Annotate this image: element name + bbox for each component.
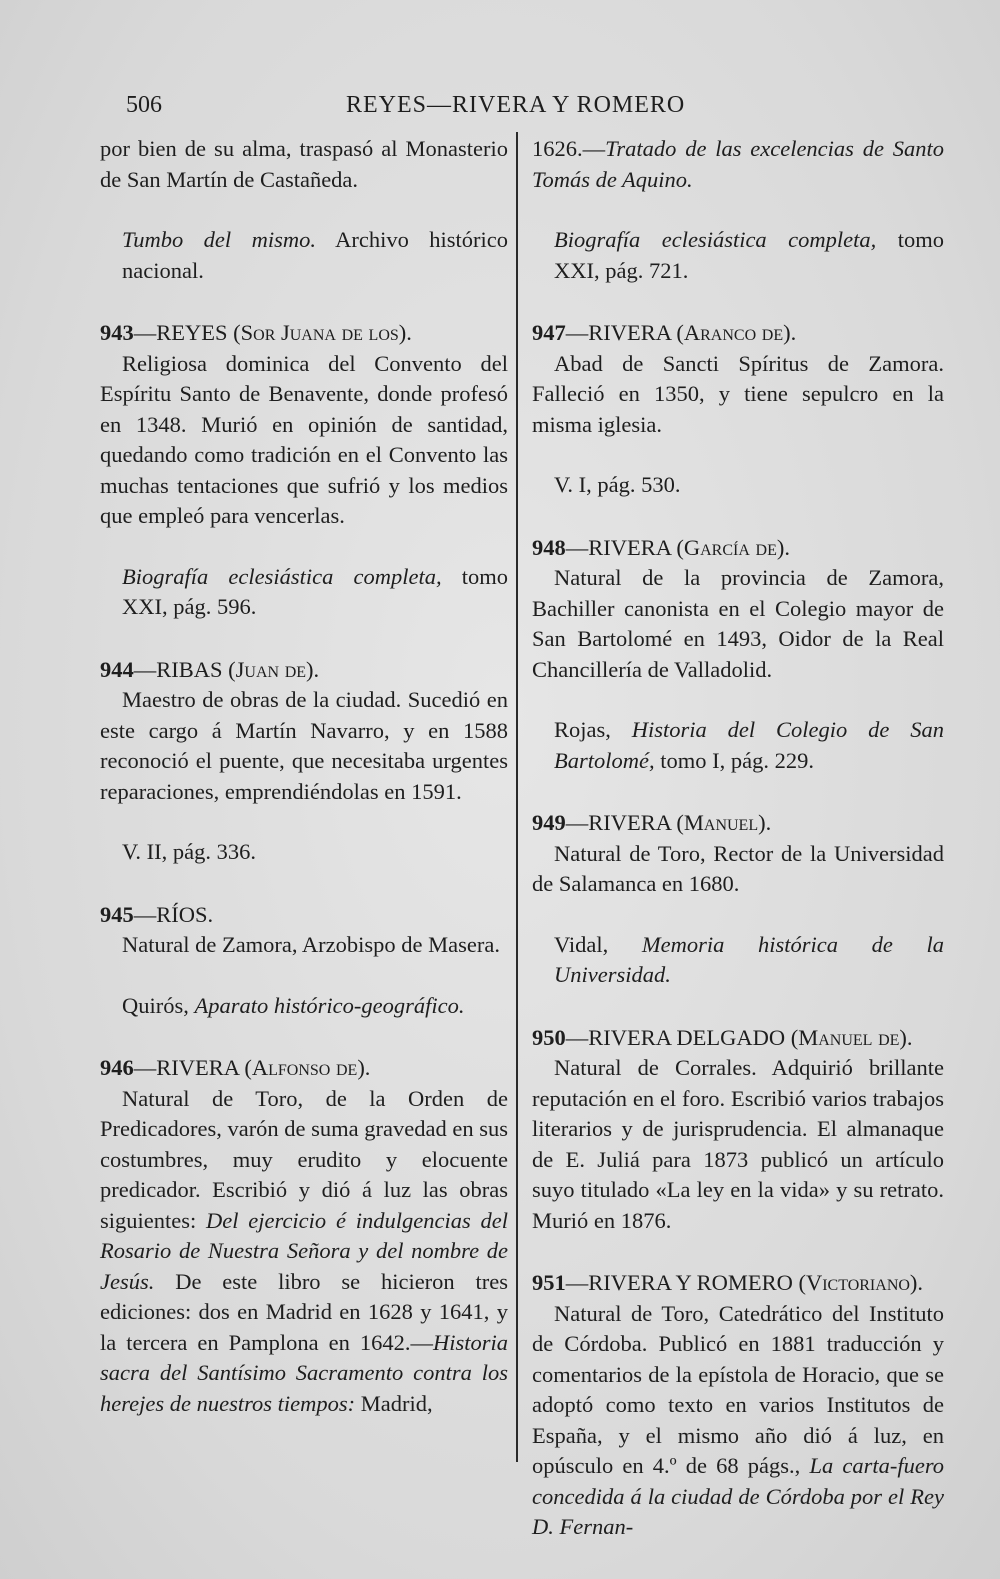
entry-948 bbox=[532, 533, 944, 777]
source-detail: tomo I, pág. 229. bbox=[654, 747, 814, 773]
entry-qualifier: (Aranco de). bbox=[676, 320, 797, 345]
entry-name: —RIVERA bbox=[565, 810, 677, 835]
source-detail: tomo XXI, pág. 596. bbox=[122, 563, 508, 619]
entry-name: —RIVERA bbox=[133, 1055, 245, 1080]
entry-name: —RIVERA bbox=[565, 320, 677, 345]
source-title: Biografía eclesiástica completa, bbox=[122, 563, 442, 589]
entry-number: 947 bbox=[532, 320, 566, 345]
entry-949 bbox=[532, 808, 944, 991]
entry-source bbox=[532, 715, 944, 776]
source-title: Biografía eclesiástica completa, bbox=[554, 227, 877, 252]
work-title: Tratado de las excelencias de Santo Tomás de Aquino. bbox=[532, 136, 944, 192]
entry-text: Abad de Sancti Spíritus de Zamora. Falleció en 1350, y tiene sepulcro en la misma iglesia. bbox=[532, 350, 944, 437]
continuation-date: 1626.— bbox=[532, 136, 606, 161]
entry-qualifier: (García de). bbox=[676, 534, 790, 560]
entry-name: —RIVERA DELGADO bbox=[565, 1024, 791, 1050]
entry-text-part: Natural de Toro, de la Orden de Predicadores, varón de suma gravedad en sus costumbres, muy erudito y elocuente predicador. Escribió y dió á luz las obras siguientes: bbox=[100, 1085, 508, 1233]
entry-number: 945 bbox=[100, 901, 134, 927]
entry-source: V. I, pág. 530. bbox=[554, 472, 681, 497]
source-author: Rojas, bbox=[554, 717, 632, 742]
continuation-source bbox=[100, 225, 508, 286]
column-divider bbox=[516, 132, 518, 1462]
entry-945 bbox=[100, 900, 508, 1022]
source-author: Quirós, bbox=[122, 992, 195, 1018]
entry-qualifier: (Juan de). bbox=[228, 656, 320, 682]
right-column bbox=[532, 134, 944, 1543]
entry-text: Religiosa dominica del Convento del Espíritu Santo de Benavente, donde profesó en 1348. Murió en opinión de santidad, quedando como tradición en el Convento las muchas tentaciones que sufrió y los medios que empleó para vencerlas. bbox=[100, 350, 508, 528]
entry-name: —REYES bbox=[133, 320, 234, 345]
entry-heading bbox=[100, 318, 508, 349]
source-author: Vidal, bbox=[554, 931, 642, 957]
source-title: Historia del Colegio de San Bartolomé, bbox=[554, 717, 944, 773]
entry-text: Natural de la provincia de Zamora, Bachiller canonista en el Colegio mayor de San Bartolomé en 1493, Oidor de la Real Chancillería de Valladolid. bbox=[532, 565, 944, 682]
entry-number: 946 bbox=[100, 1055, 134, 1080]
source-detail: Archivo histórico nacional. bbox=[122, 227, 508, 283]
continuation-text bbox=[532, 134, 944, 195]
entry-number: 950 bbox=[532, 1024, 566, 1050]
entry-944 bbox=[100, 655, 508, 868]
entry-946 bbox=[100, 1053, 508, 1419]
entry-source: V. II, pág. 336. bbox=[122, 839, 256, 864]
entry-qualifier: (Alfonso de). bbox=[244, 1055, 371, 1080]
entry-heading bbox=[100, 1053, 508, 1084]
source-title: Aparato histórico-geográfico. bbox=[194, 992, 465, 1018]
entry-number: 949 bbox=[532, 810, 566, 835]
entry-text: Natural de Zamora, Arzobispo de Masera. bbox=[122, 932, 500, 957]
entry-source bbox=[532, 930, 944, 991]
entry-943 bbox=[100, 318, 508, 623]
entry-947 bbox=[532, 318, 944, 501]
entry-number: 943 bbox=[100, 320, 134, 345]
entry-text-part: De este libro se hicieron tres ediciones: dos en Madrid en 1628 y 1641, y la tercera en Pamplona en 1642.— bbox=[100, 1268, 508, 1355]
source-detail: tomo XXI, pág. 721. bbox=[554, 227, 944, 283]
entry-heading bbox=[532, 1268, 944, 1299]
entry-qualifier: (Manuel). bbox=[676, 810, 772, 835]
entry-number: 948 bbox=[532, 534, 566, 560]
left-column bbox=[100, 134, 508, 1419]
entry-qualifier: (Victoriano). bbox=[798, 1270, 924, 1295]
entry-name: —RIVERA bbox=[565, 534, 677, 560]
entry-text bbox=[532, 1299, 944, 1543]
page-header bbox=[126, 92, 692, 126]
entry-name: —RIBAS bbox=[133, 656, 229, 682]
entry-text: Maestro de obras de la ciudad. Sucedió en este cargo á Martín Navarro, y en 1588 reconoció el puente, que necesitaba urgentes reparaciones, emprendiéndolas en 1591. bbox=[100, 687, 508, 804]
entry-951 bbox=[532, 1268, 944, 1543]
entry-qualifier: (Manuel de). bbox=[790, 1024, 913, 1050]
entry-heading bbox=[532, 1023, 944, 1054]
entry-heading bbox=[100, 655, 508, 686]
entry-950 bbox=[532, 1023, 944, 1237]
work-title: Historia sacra del Santísimo Sacramento contra los herejes de nuestros tiempos: bbox=[100, 1329, 508, 1416]
entry-number: 951 bbox=[532, 1270, 566, 1295]
entry-heading bbox=[532, 533, 944, 564]
entry-number: 944 bbox=[100, 656, 134, 682]
work-title: La carta-fuero concedida á la ciudad de Córdoba por el Rey D. Fernan- bbox=[532, 1453, 944, 1539]
running-head: REYES—RIVERA Y ROMERO bbox=[346, 92, 686, 118]
entry-name: —RIVERA Y ROMERO bbox=[565, 1270, 799, 1295]
work-title: Del ejercicio é indulgencias del Rosario de Nuestra Señora y del nombre de Jesús. bbox=[100, 1207, 508, 1294]
entry-name: —RÍOS. bbox=[133, 901, 214, 927]
source-title: Tumbo del mismo. bbox=[122, 227, 316, 252]
entry-text-part: Natural de Toro, Catedrático del Instituto de Córdoba. Publicó en 1881 traducción y comentarios de la epístola de Horacio, que se adoptó como texto en varios Institutos de España, y el mismo año dió á luz, en opúsculo en 4.º de 68 págs., bbox=[532, 1300, 944, 1478]
entry-source bbox=[100, 991, 508, 1022]
continuation-source bbox=[532, 225, 944, 286]
entry-text bbox=[100, 1084, 508, 1420]
entry-qualifier: (Sor Juana de los). bbox=[233, 320, 412, 345]
entry-heading bbox=[100, 900, 508, 931]
entry-heading bbox=[532, 318, 944, 349]
continuation-text: por bien de su alma, traspasó al Monasterio de San Martín de Castañeda. bbox=[100, 136, 508, 192]
page-number: 506 bbox=[126, 92, 162, 118]
entry-source bbox=[100, 562, 508, 623]
source-title: Memoria histórica de la Universidad. bbox=[554, 931, 944, 987]
entry-heading bbox=[532, 808, 944, 839]
entry-text: Natural de Toro, Rector de la Universidad de Salamanca en 1680. bbox=[532, 840, 944, 896]
entry-text: Natural de Corrales. Adquirió brillante reputación en el foro. Escribió varios trabajos literarios y de jurisprudencia. El almanaque de E. Juliá para 1873 publicó un artículo suyo titulado «La ley en la vida» y su retrato. Murió en 1876. bbox=[532, 1055, 944, 1233]
entry-text-part: Madrid, bbox=[355, 1390, 433, 1416]
